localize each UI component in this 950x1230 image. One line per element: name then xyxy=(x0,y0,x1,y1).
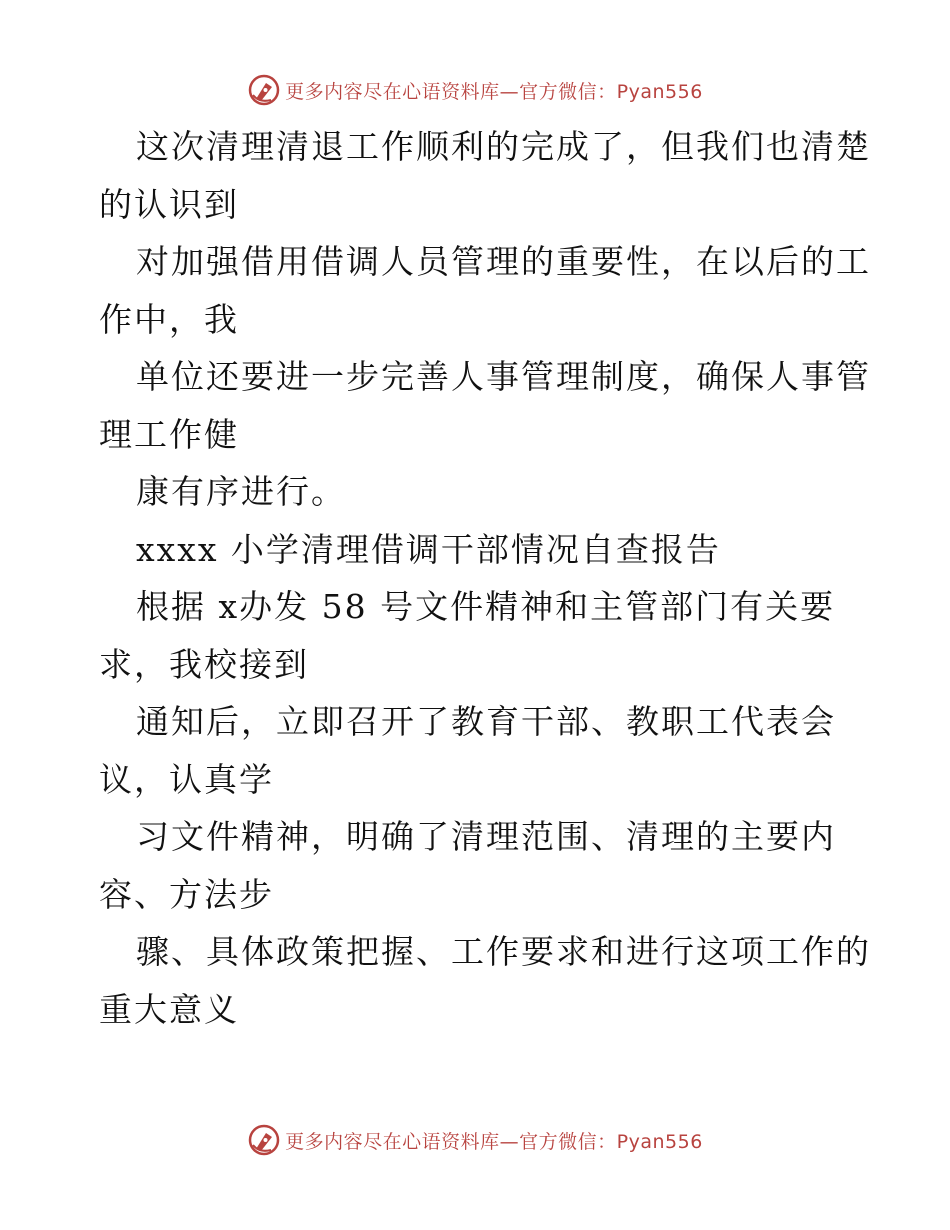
text-line: 对加强借用借调人员管理的重要性，在以后的工 xyxy=(136,242,871,281)
text-line: 单位还要进一步完善人事管理制度，确保人事管 xyxy=(136,357,871,396)
text-line: 骤、具体政策把握、工作要求和进行这项工作的 xyxy=(136,932,871,971)
document-body xyxy=(99,118,871,1038)
text-line: 通知后，立即召开了教育干部、教职工代表会 xyxy=(136,702,836,741)
text-line: 根据 x办发 58 号文件精神和主管部门有关要 xyxy=(136,587,836,626)
text-line: 求，我校接到 xyxy=(99,644,309,684)
text-line: 重大意义 xyxy=(99,989,239,1029)
text-line: 的认识到 xyxy=(99,184,239,224)
header-banner-text: 更多内容尽在心语资料库—官方微信：Pyan556 xyxy=(285,80,703,103)
text-line: 康有序进行。 xyxy=(136,472,346,511)
text-line: 容、方法步 xyxy=(99,874,274,914)
pen-nib-logo-icon xyxy=(247,73,281,107)
text-line: 这次清理清退工作顺利的完成了，但我们也清楚 xyxy=(136,127,871,166)
text-line: 理工作健 xyxy=(99,414,239,454)
footer-banner xyxy=(0,1120,950,1160)
pen-nib-logo-icon xyxy=(247,1123,281,1157)
text-line: 议，认真学 xyxy=(99,759,274,799)
text-line: 习文件精神，明确了清理范围、清理的主要内 xyxy=(136,817,836,856)
text-line: xxxx 小学清理借调干部情况自查报告 xyxy=(136,529,721,569)
footer-banner-text: 更多内容尽在心语资料库—官方微信：Pyan556 xyxy=(285,1130,703,1153)
text-line: 作中，我 xyxy=(99,299,239,339)
header-banner xyxy=(0,70,950,110)
